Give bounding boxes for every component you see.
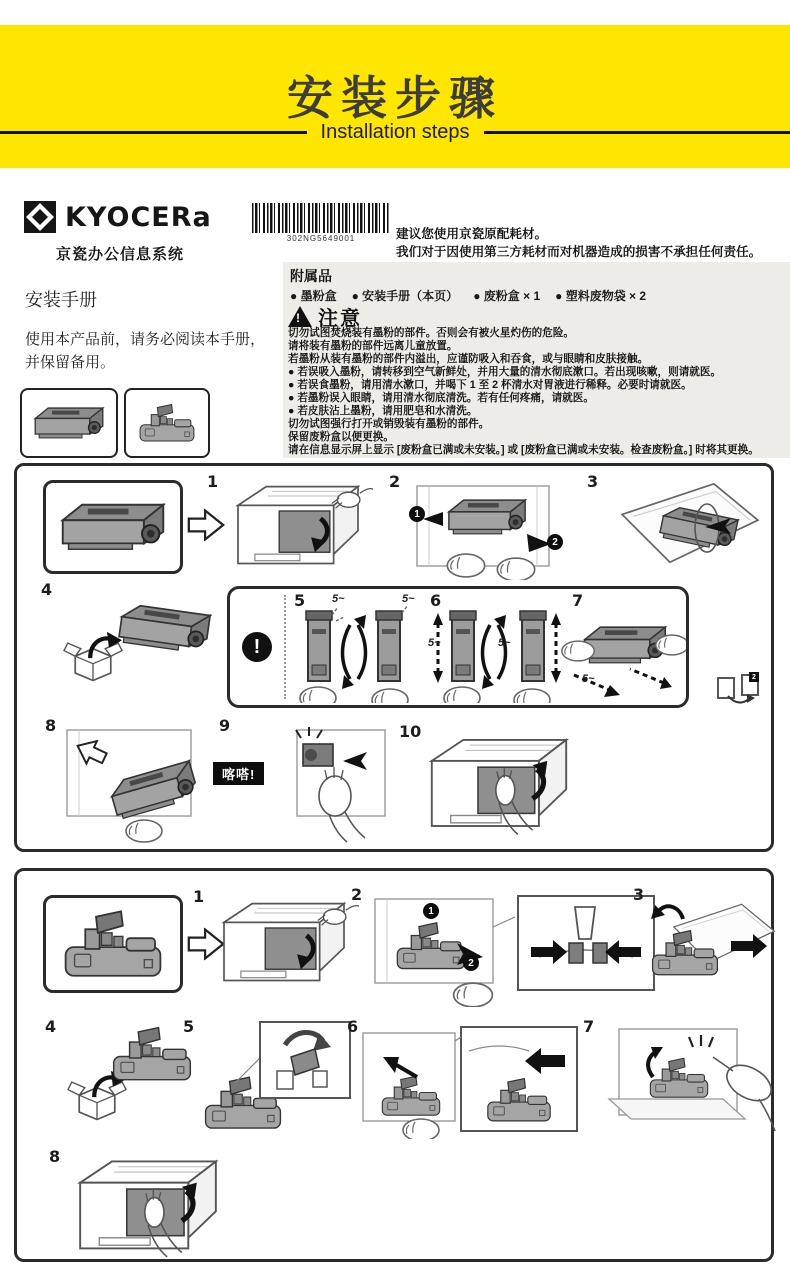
- shake-count-label: 5~: [332, 593, 345, 605]
- step8-insert-cartridge-illustration: [59, 722, 219, 844]
- step-number: 6: [347, 1017, 359, 1036]
- accessory-item: ● 废粉盒 × 1: [473, 289, 541, 303]
- supplier-notice: [396, 226, 788, 261]
- header-subtitle: Installation steps: [320, 121, 470, 143]
- toner-intro-panel: [43, 480, 183, 574]
- accessories-list: [290, 287, 786, 304]
- shake-count-label: 5~: [498, 637, 511, 649]
- barcode-number: 302NG5649001: [286, 234, 356, 243]
- shake-count-label: 5~: [582, 673, 595, 685]
- warning-glyph: !: [296, 311, 300, 325]
- manual-title: 安装手册: [25, 290, 97, 310]
- cap-detail-inset: [259, 1021, 351, 1099]
- sequence-badge-1: 1: [423, 903, 439, 919]
- barcode: [252, 203, 390, 233]
- wstep3-bag-old-box-illustration: [645, 893, 777, 995]
- waste-intro-panel: [43, 895, 183, 993]
- caution-line: 切勿试图焚烧装有墨粉的部件。否则会有被火星灼伤的危险。: [288, 327, 575, 339]
- step-number: 4: [45, 1017, 57, 1036]
- step7-shake-horizontal-illustration: [560, 603, 686, 703]
- step-number: 5: [183, 1017, 195, 1036]
- step1-open-cover-illustration: [223, 478, 373, 574]
- wstep8-close-cover-illustration: [63, 1153, 233, 1259]
- step-number: 3: [633, 885, 645, 904]
- step-number: 1: [193, 887, 205, 906]
- accessory-item: ● 安装手册（本页）: [351, 289, 459, 303]
- wstep2-latch-detail-inset: [517, 895, 655, 991]
- caution-line: 请将装有墨粉的部件远离儿童放置。: [288, 340, 458, 352]
- wstep2-remove-waste-box-illustration: [365, 891, 515, 1007]
- waste-box-thumbnail: [124, 388, 210, 458]
- sequence-badge-1: 1: [409, 506, 425, 522]
- caution-line: ● 若皮肤沾上墨粉，请用肥皂和水清洗。: [288, 405, 478, 417]
- accessory-item: ● 塑料废物袋 × 2: [555, 289, 647, 303]
- page-turn-icon: [717, 674, 767, 704]
- caution-text: [288, 327, 788, 457]
- dotted-separator: [284, 595, 286, 699]
- caution-line: 保留废粉盒以便更换。: [288, 431, 394, 443]
- step4-unbox-new-cartridge-illustration: [55, 588, 220, 688]
- kyocera-logo-text: KYOCERa: [65, 201, 212, 233]
- right-block-arrow-icon: [187, 508, 225, 542]
- manual-note-line1: 使用本产品前，请务必阅读本手册，: [25, 331, 266, 348]
- caution-line: 请在信息显示屏上显示 [废粉盒已满或未安装。] 或 [废粉盒已满或未安装。检查废粉盒。] 时将其更换。: [288, 444, 759, 456]
- step-number: 2: [389, 472, 401, 491]
- warning-triangle-icon: [288, 306, 312, 327]
- step-number: 10: [399, 722, 422, 741]
- accessories-title: 附属品: [290, 268, 332, 284]
- caution-line: ● 若误食墨粉，请用清水漱口，并喝下 1 至 2 杯清水对胃液进行稀释。必要时请就医。: [288, 379, 692, 391]
- shake-count-label: 5~: [402, 593, 415, 605]
- toner-cartridge-icon: [30, 401, 108, 445]
- step-number: 4: [41, 580, 53, 599]
- waste-box-illustration: [54, 906, 172, 982]
- step-number: 7: [583, 1017, 595, 1036]
- shake-count-label: 5~: [428, 637, 441, 649]
- step-number: 9: [219, 716, 231, 735]
- click-sound-label: 喀嗒!: [213, 762, 264, 785]
- sequence-badge-2: 2: [463, 955, 479, 971]
- step-number: 3: [587, 472, 599, 491]
- step2-remove-cartridge-illustration: [403, 478, 575, 580]
- kyocera-logo: [22, 199, 212, 235]
- divider-line-right: [484, 131, 790, 134]
- caution-line: 若墨粉从装有墨粉的部件内溢出，应谨防吸入和吞食，或与眼睛和皮肤接触。: [288, 353, 649, 365]
- step6-shake-vertical-illustration: [426, 601, 562, 703]
- wstep7-push-click-illustration: [597, 1021, 782, 1139]
- wstep5-open-cap-illustration: [195, 1021, 353, 1133]
- step3-bag-old-cartridge-illustration: [605, 480, 773, 568]
- manual-note: [25, 328, 300, 375]
- wstep1-open-cover-illustration: [209, 893, 359, 993]
- accessory-item: ● 墨粉盒: [290, 289, 337, 303]
- step10-close-cover-illustration: [415, 728, 583, 840]
- waste-box-icon: [134, 400, 200, 446]
- toner-cartridge-illustration: [55, 496, 171, 558]
- wstep6-insert-box-illustration: [359, 1021, 581, 1139]
- waste-box-install-section: [14, 868, 774, 1262]
- step2-drawing: [403, 478, 575, 580]
- step-number: 1: [207, 472, 219, 491]
- step-number: 5: [294, 591, 306, 610]
- caution-line: ● 若墨粉误入眼睛，请用清水彻底清洗。若有任何疼痛，请就医。: [288, 392, 594, 404]
- header-subtitle-row: [0, 121, 790, 144]
- step9-push-until-click-illustration: [271, 722, 393, 844]
- wstep4-unbox-new-box-illustration: [61, 1021, 201, 1129]
- notice-line1: 建议您使用京瓷原配耗材。: [396, 227, 548, 241]
- company-name: 京瓷办公信息系统: [56, 246, 185, 263]
- kyocera-mark-icon: [22, 199, 58, 235]
- step-number: 8: [49, 1147, 61, 1166]
- exclamation-icon: !: [242, 632, 272, 662]
- page-turn-number: 2: [749, 672, 759, 682]
- divider-line-left: [0, 131, 307, 134]
- latch-detail-drawing: [519, 897, 653, 989]
- caution-line: 切勿试图强行打开或销毁装有墨粉的部件。: [288, 418, 490, 430]
- step-number: 6: [430, 591, 442, 610]
- step-number: 7: [572, 591, 584, 610]
- toner-install-section: [14, 463, 774, 852]
- caution-line: ● 若误吸入墨粉，请转移到空气新鲜处，并用大量的清水彻底漱口。若出现咳嗽，则请就医。: [288, 366, 722, 378]
- curl-arrow-icon: [725, 692, 755, 706]
- caution-title: 注意: [318, 308, 362, 330]
- wstep2-drawing: [365, 891, 515, 1007]
- page-title: 安装步骤: [287, 72, 503, 124]
- step-number: 2: [351, 885, 363, 904]
- cap-detail-drawing: [261, 1023, 349, 1097]
- notice-line2: 我们对于因使用第三方耗材而对机器造成的损害不承担任何责任。: [396, 244, 762, 259]
- manual-note-line2: 并保留备用。: [25, 354, 116, 372]
- shake-caution-panel: [227, 586, 689, 708]
- step5-shake-illustration: [288, 601, 420, 703]
- toner-cartridge-thumbnail: [20, 388, 118, 458]
- sequence-badge-2: 2: [547, 534, 563, 550]
- step-number: 8: [45, 716, 57, 735]
